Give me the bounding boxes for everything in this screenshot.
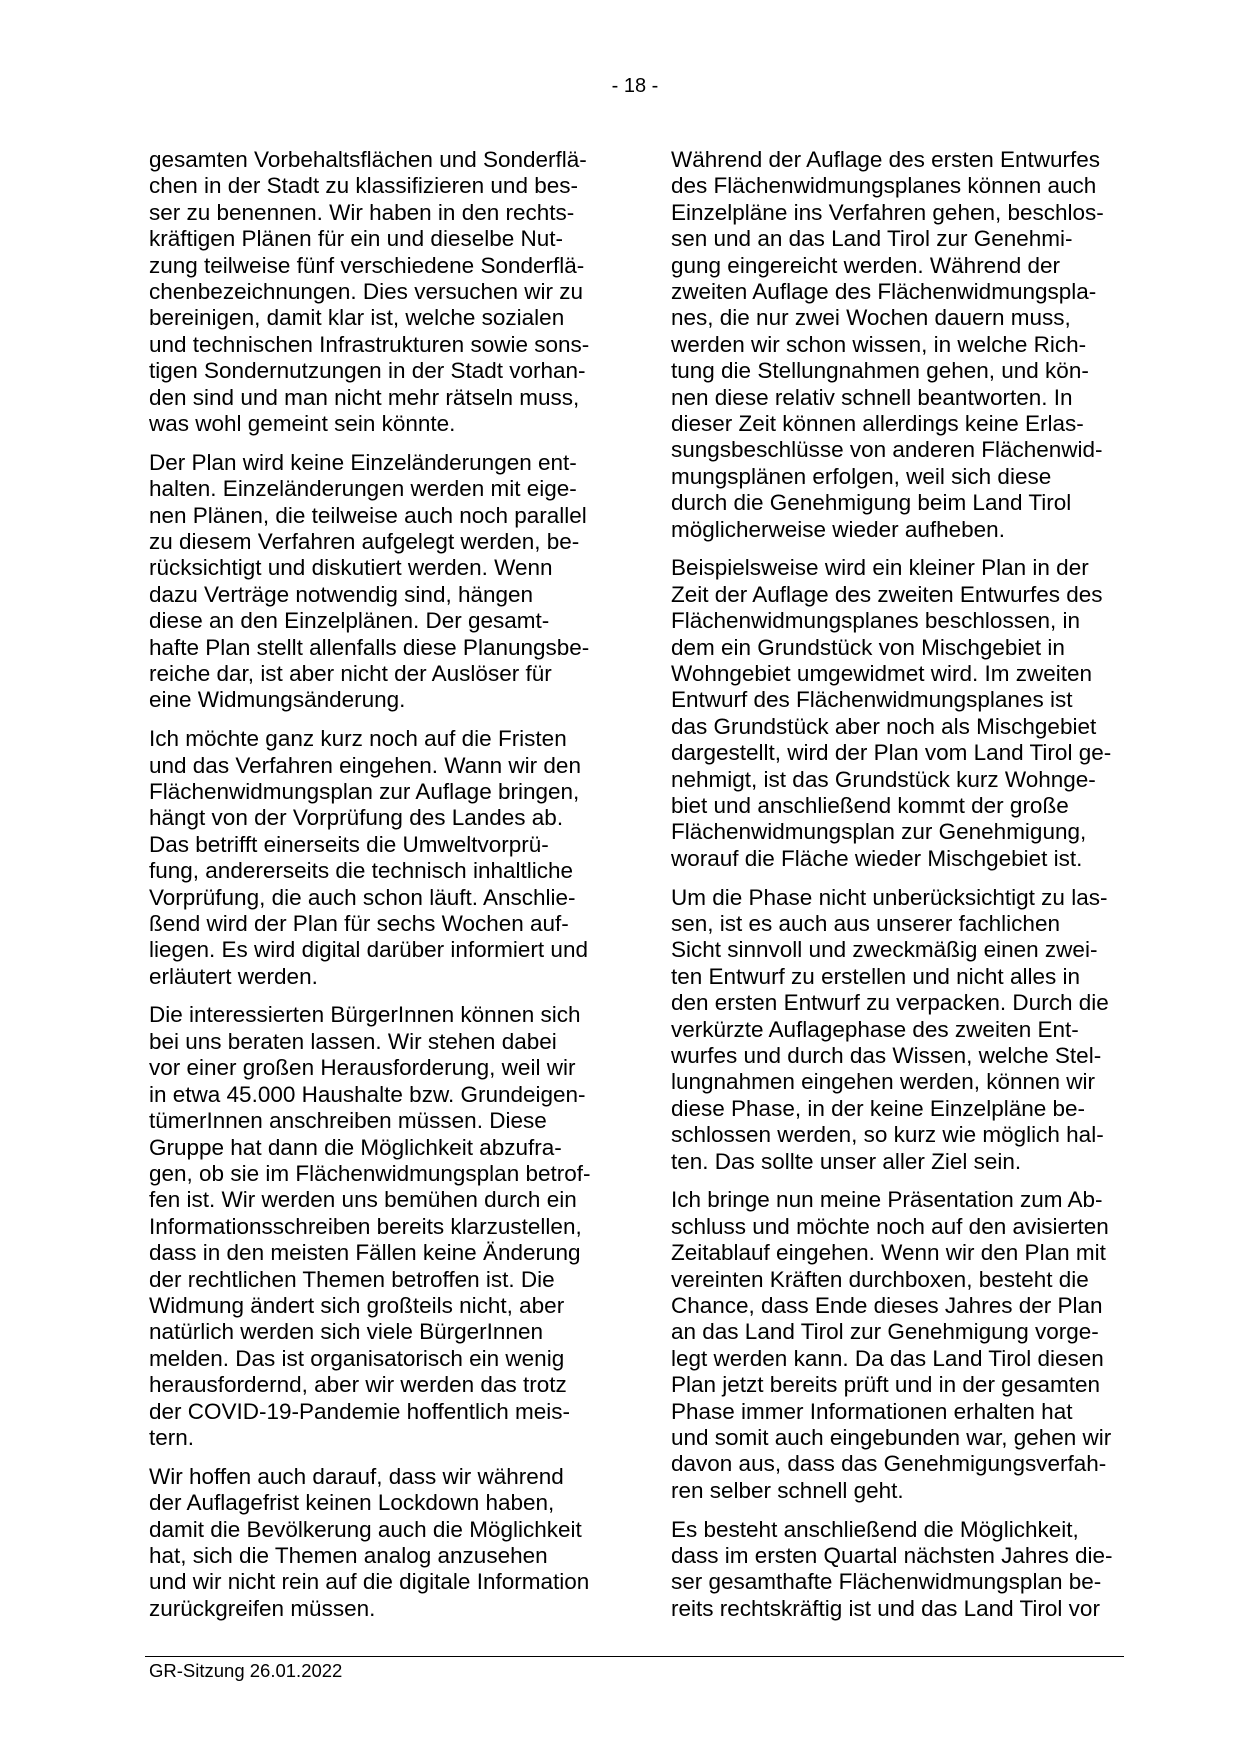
page-number: - 18 - — [611, 75, 659, 97]
left-column — [149, 147, 604, 1622]
paragraph: Der Plan wird keine Einzeländerungen ent- halten. Einzeländerungen werden mit eige- nen Plänen, die teilweise auch noch parallel zu diesem Verfahren aufgelegt werden, be- rücksichtigt und diskutiert werden. Wenn dazu Verträge notwendig sind, hängen diese an den Einzelplänen. Der gesamt- hafte Plan stellt allenfalls diese Planungsbe- reiche dar, ist aber nicht der Auslöser für eine Widmungsänderung. — [149, 449, 590, 713]
paragraph: Wir hoffen auch darauf, dass wir während der Auflagefrist keinen Lockdown haben, damit die Bevölkerung auch die Möglichkeit hat, sich die Themen analog anzusehen und wir nicht rein auf die digitale Information zurückgreifen müssen. — [149, 1463, 590, 1621]
paragraph: gesamten Vorbehaltsflächen und Sonderflä- chen in der Stadt zu klassifizieren und bes- ser zu benennen. Wir haben in den rechts- kräftigen Plänen für ein und dieselbe Nut- zung teilweise fünf verschiedene Sonderflä- chenbezeichnungen. Dies versuchen wir zu bereinigen, damit klar ist, welche sozialen und technischen Infrastrukturen sowie sons- tigen Sondernutzungen in der Stadt vorhan- den sind und man nicht mehr rätseln muss, was wohl gemeint sein könnte. — [149, 147, 590, 437]
paragraph: Ich bringe nun meine Präsentation zum Ab- schluss und möchte noch auf den avisierten Zeitablauf eingehen. Wenn wir den Plan mit vereinten Kräften durchboxen, besteht die Chance, dass Ende dieses Jahres der Plan an das Land Tirol zur Genehmigung vorge- legt werden kann. Da das Land Tirol diesen Plan jetzt bereits prüft und in der gesamten Phase immer Informationen erhalten hat und somit auch eingebunden war, gehen wir davon aus, dass das Genehmigungsverfah- ren selber schnell geht. — [671, 1187, 1112, 1503]
right-column — [671, 147, 1126, 1622]
paragraph: Ich möchte ganz kurz noch auf die Fristen und das Verfahren eingehen. Wann wir den Flächenwidmungsplan zur Auflage bringen, hängt von der Vorprüfung des Landes ab. Das betrifft einerseits die Umweltvorprü- fung, andererseits die technisch inhaltliche Vorprüfung, die auch schon läuft. Anschlie- ßend wird der Plan für sechs Wochen auf- liegen. Es wird digital darüber informiert und erläutert werden. — [149, 726, 588, 989]
paragraph: Die interessierten BürgerInnen können sich bei uns beraten lassen. Wir stehen dabei vor einer großen Herausforderung, weil wir in etwa 45.000 Haushalte bzw. Grundeigen- tümerInnen anschreiben müssen. Diese Gruppe hat dann die Möglichkeit abzufra- gen, ob sie im Flächenwidmungsplan betrof- fen ist. Wir werden uns bemühen durch ein Informationsschreiben bereits klarzustellen, dass in den meisten Fällen keine Änderung der rechtlichen Themen betroffen ist. Die Widmung ändert sich großteils nicht, aber natürlich werden sich viele BürgerInnen melden. Das ist organisatorisch ein wenig herausfordernd, aber wir werden das trotz der COVID-19-Pandemie hoffentlich meis- tern. — [149, 1002, 591, 1450]
paragraph: Während der Auflage des ersten Entwurfes des Flächenwidmungsplanes können auch Einzelpläne ins Verfahren gehen, beschlos- sen und an das Land Tirol zur Genehmi- gung eingereicht werden. Während der zweiten Auflage des Flächenwidmungspla- nes, die nur zwei Wochen dauern muss, werden wir schon wissen, in welche Rich- tung die Stellungnahmen gehen, und kön- nen diese relativ schnell beantworten. In dieser Zeit können allerdings keine Erlas- sungsbeschlüsse von anderen Flächenwid- mungsplänen erfolgen, weil sich diese durch die Genehmigung beim Land Tirol möglicherweise wieder aufheben. — [671, 147, 1104, 542]
paragraph: Um die Phase nicht unberücksichtigt zu las- sen, ist es auch aus unserer fachlichen Sicht sinnvoll und zweckmäßig einen zwei- ten Entwurf zu erstellen und nicht alles in den ersten Entwurf zu verpacken. Durch die verkürzte Auflagephase des zweiten Ent- wurfes und durch das Wissen, welche Stel- lungnahmen eingehen werden, können wir diese Phase, in der keine Einzelpläne be- schlossen werden, so kurz wie möglich hal- ten. Das sollte unser aller Ziel sein. — [671, 884, 1109, 1174]
paragraph: Es besteht anschließend die Möglichkeit, dass im ersten Quartal nächsten Jahres die- ser gesamthafte Flächenwidmungsplan be- reits rechtskräftig ist und das Land Tirol vor — [671, 1516, 1113, 1621]
page-footer — [145, 1656, 1124, 1682]
footer-text: GR-Sitzung 26.01.2022 — [149, 1660, 343, 1681]
paragraph: Beispielsweise wird ein kleiner Plan in der Zeit der Auflage des zweiten Entwurfes des Flächenwidmungsplanes beschlossen, in dem ein Grundstück von Mischgebiet in Wohngebiet umgewidmet wird. Im zweiten Entwurf des Flächenwidmungsplanes ist das Grundstück aber noch als Mischgebiet dargestellt, wird der Plan vom Land Tirol ge- nehmigt, ist das Grundstück kurz Wohnge- biet und anschließend kommt der große Flächenwidmungsplan zur Genehmigung, worauf die Fläche wieder Mischgebiet ist. — [671, 555, 1112, 871]
